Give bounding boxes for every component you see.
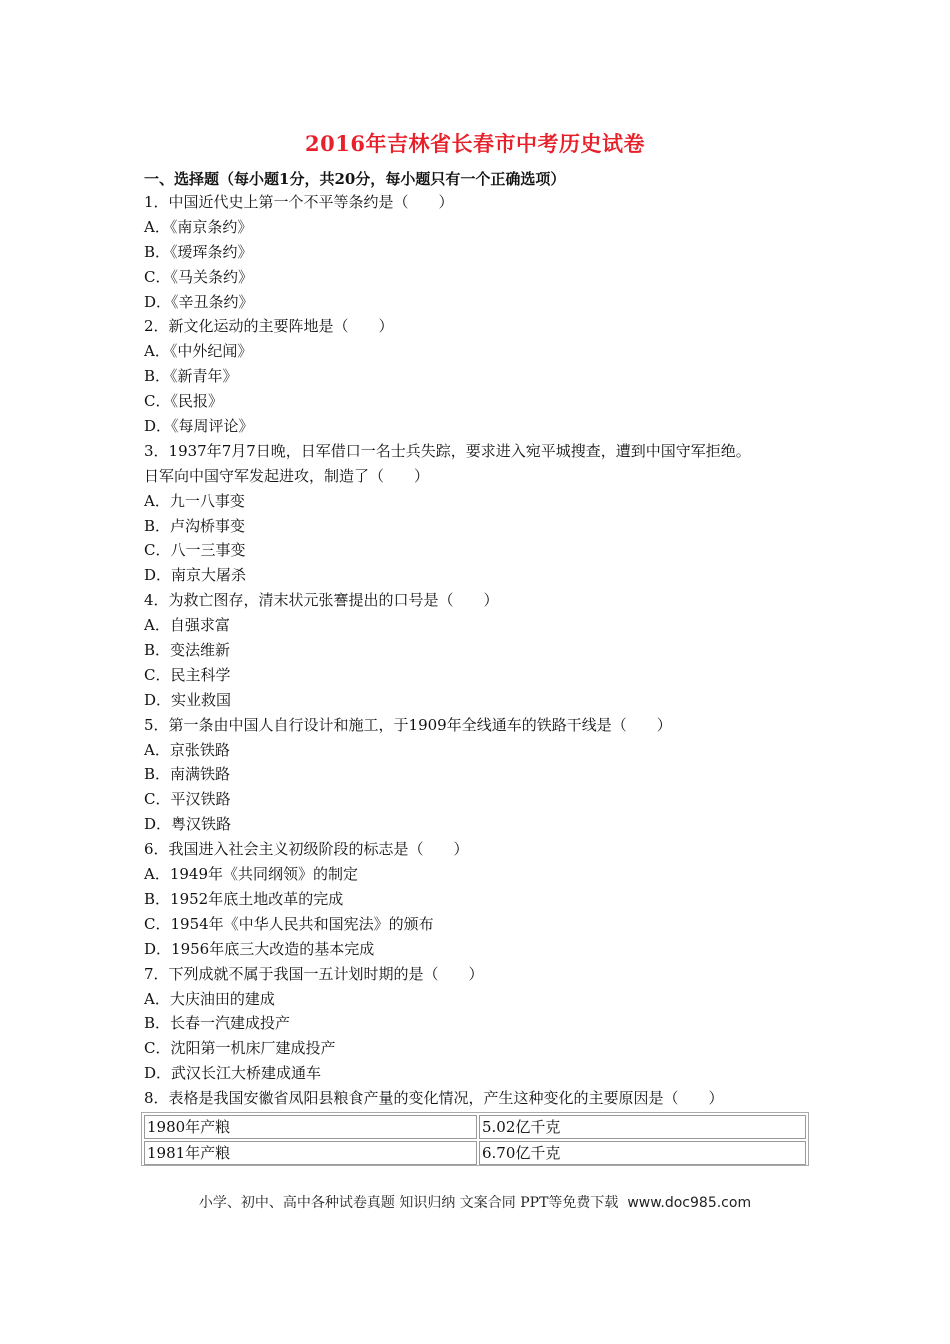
answer-option: A．京张铁路 — [144, 740, 230, 759]
answer-option: C．平汉铁路 — [144, 790, 231, 809]
grain-output-table — [141, 1112, 809, 1166]
exam-title: 2016年吉林省长春市中考历史试卷 — [305, 131, 645, 156]
question-text: 6．我国进入社会主义初级阶段的标志是（ ） — [144, 840, 469, 859]
answer-option: A．大庆油田的建成 — [144, 989, 275, 1008]
question-text: 1．中国近代史上第一个不平等条约是（ ） — [144, 193, 454, 211]
question-text: 8．表格是我国安徽省凤阳县粮食产量的变化情况，产生这种变化的主要原因是（ ） — [144, 1089, 724, 1108]
answer-option: C．民主科学 — [144, 665, 231, 684]
answer-option: B．《瑷珲条约》 — [144, 242, 253, 261]
table-cell-value-1981: 6.70亿千克 — [479, 1141, 806, 1165]
question-text: 日军向中国守军发起进攻，制造了（ ） — [144, 466, 430, 485]
answer-option: C．八一三事变 — [144, 541, 246, 560]
table-cell-year-1981: 1981年产粮 — [144, 1141, 477, 1165]
answer-option: D．粤汉铁路 — [144, 815, 232, 834]
question-list — [144, 190, 824, 1111]
answer-option: C．1954年《中华人民共和国宪法》的颁布 — [144, 914, 434, 933]
answer-option: B．南满铁路 — [144, 765, 231, 784]
answer-option: A．《中外纪闻》 — [144, 342, 253, 361]
table-cell-year-1980: 1980年产粮 — [144, 1115, 477, 1139]
answer-option: A．1949年《共同纲领》的制定 — [144, 865, 359, 884]
answer-option: D．武汉长江大桥建成通车 — [144, 1064, 322, 1083]
question-text: 7．下列成就不属于我国一五计划时期的是（ ） — [144, 964, 484, 983]
section-heading: 一、选择题（每小题1分，共20分，每小题只有一个正确选项） — [144, 170, 566, 188]
table-cell-value-1980: 5.02亿千克 — [479, 1115, 806, 1139]
question-text: 2．新文化运动的主要阵地是（ ） — [144, 317, 394, 336]
answer-option: B．卢沟桥事变 — [144, 516, 246, 535]
question-text: 5．第一条由中国人自行设计和施工，于1909年全线通车的铁路干线是（ ） — [144, 715, 672, 734]
answer-option: D．《每周评论》 — [144, 417, 254, 436]
answer-option: D．1956年底三大改造的基本完成 — [144, 939, 375, 958]
answer-option: D．《辛丑条约》 — [144, 292, 254, 311]
footer-link[interactable]: www.doc985.com — [627, 1195, 752, 1211]
answer-option: B．1952年底土地改革的完成 — [144, 889, 344, 908]
footer — [0, 1192, 950, 1212]
answer-option: B．长春一汽建成投产 — [144, 1014, 291, 1033]
answer-option: B．变法维新 — [144, 641, 231, 660]
question-text: 4．为救亡图存，清末状元张謇提出的口号是（ ） — [144, 591, 499, 610]
answer-option: A．《南京条约》 — [144, 217, 253, 236]
answer-option: D．南京大屠杀 — [144, 566, 247, 585]
answer-option: C．《民报》 — [144, 392, 223, 411]
answer-option: A．自强求富 — [144, 616, 230, 635]
footer-text: 小学、初中、高中各种试卷真题 知识归纳 文案合同 PPT等免费下载 — [198, 1195, 619, 1211]
answer-option: D．实业救国 — [144, 690, 232, 709]
question-text: 3．1937年7月7日晚，日军借口一名士兵失踪，要求进入宛平城搜查，遭到中国守军拒绝。 — [144, 441, 751, 460]
answer-option: B．《新青年》 — [144, 367, 238, 386]
answer-option: A．九一八事变 — [144, 491, 245, 510]
answer-option: C．《马关条约》 — [144, 267, 253, 286]
answer-option: C．沈阳第一机床厂建成投产 — [144, 1039, 336, 1058]
